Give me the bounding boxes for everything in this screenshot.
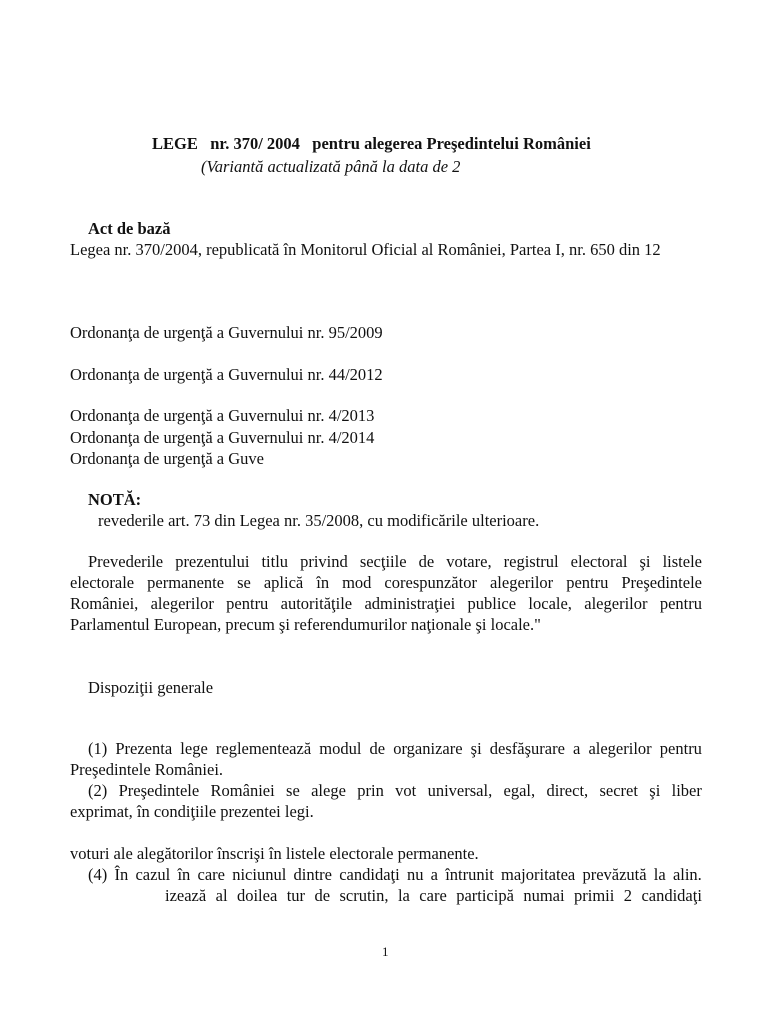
article-line: [165, 886, 702, 906]
word: prezentului: [175, 552, 250, 571]
word: titlu: [261, 552, 289, 571]
word: secret: [599, 781, 638, 800]
word: direct,: [546, 781, 589, 800]
word: lege: [180, 739, 208, 758]
word: şi: [649, 781, 661, 800]
word: corespunzător: [384, 573, 477, 592]
base-act-heading: Act de bază: [88, 219, 171, 238]
word: prin: [357, 781, 384, 800]
paragraph-line: [70, 573, 702, 593]
word: cazul: [135, 865, 171, 884]
word: României: [210, 781, 275, 800]
paragraph-line: Parlamentul European, precum şi referendumurilor naţionale şi locale.": [70, 615, 541, 634]
word: alegerilor: [588, 739, 652, 758]
paragraph-line: [70, 594, 702, 614]
word: privind: [300, 552, 348, 571]
word: Prevederile: [88, 552, 164, 571]
word: egal,: [503, 781, 536, 800]
word: mod: [342, 573, 372, 592]
word: care: [197, 865, 225, 884]
base-act-text: Legea nr. 370/2004, republicată în Monitorul Oficial al României, Partea I, nr. 650 din 12: [70, 240, 661, 259]
word: secţiile: [359, 552, 407, 571]
word: administraţiei: [364, 594, 456, 613]
section-heading: Dispoziţii generale: [88, 678, 214, 697]
word: niciunul: [232, 865, 287, 884]
word: Prezenta: [115, 739, 173, 758]
word: şi: [639, 552, 651, 571]
word: locale,: [528, 594, 572, 613]
word: publice: [467, 594, 517, 613]
word: la: [397, 886, 410, 905]
word: alegerilor: [489, 573, 554, 592]
word: registrul: [503, 552, 559, 571]
word: electorale: [70, 573, 135, 592]
word: majoritatea: [501, 865, 576, 884]
word: care: [419, 886, 447, 905]
word: 2: [623, 886, 633, 905]
word: a: [430, 865, 438, 884]
word: permanente: [147, 573, 225, 592]
word: numai: [523, 886, 565, 905]
word: electoral: [570, 552, 628, 571]
word: şi: [470, 739, 482, 758]
word: pentru: [659, 739, 702, 758]
word: pentru: [226, 594, 269, 613]
document-subtitle: (Variantă actualizată până la data de 2: [201, 157, 461, 176]
word: dintre: [293, 865, 333, 884]
word: de: [369, 739, 386, 758]
word: candidaţi: [641, 886, 702, 905]
word: pentru: [659, 594, 702, 613]
word: (2): [88, 781, 108, 800]
word: a: [573, 739, 581, 758]
word: se: [237, 573, 251, 592]
word: izează: [165, 886, 207, 905]
word: În: [114, 865, 129, 884]
article-line: [88, 865, 702, 885]
word: alin.: [672, 865, 702, 884]
word: de: [418, 552, 435, 571]
word: alegerilor: [150, 594, 214, 613]
word: alege: [311, 781, 346, 800]
word: primii: [574, 886, 615, 905]
word: universal,: [427, 781, 493, 800]
word: doilea: [236, 886, 278, 905]
word: liber: [671, 781, 702, 800]
article-line: voturi ale alegătorilor înscrişi în listele electorale permanente.: [70, 844, 479, 863]
word: pentru: [566, 573, 609, 592]
word: desfăşurare: [489, 739, 565, 758]
word: modul: [319, 739, 362, 758]
word: Preşedintele: [621, 573, 702, 592]
word: alegerilor: [584, 594, 648, 613]
note-text: revederile art. 73 din Legea nr. 35/2008, cu modificările ulterioare.: [98, 511, 540, 530]
word: Preşedintele: [118, 781, 200, 800]
document-title: LEGE nr. 370/ 2004 pentru alegerea Preşedintelui României: [152, 134, 591, 153]
article-line: [88, 781, 702, 801]
article-line: Preşedintele României.: [70, 760, 224, 779]
paragraph-line: [88, 552, 702, 572]
word: reglementează: [215, 739, 312, 758]
word: scrutin,: [339, 886, 389, 905]
word: la: [653, 865, 666, 884]
ordinance-line: Ordonanţa de urgenţă a Guvernului nr. 4/2014: [70, 428, 375, 447]
word: de: [314, 886, 331, 905]
ordinance-line: Ordonanţa de urgenţă a Guve: [70, 449, 264, 468]
word: întrunit: [445, 865, 494, 884]
word: tur: [286, 886, 306, 905]
word: în: [177, 865, 191, 884]
word: al: [215, 886, 228, 905]
word: în: [316, 573, 330, 592]
word: organizare: [393, 739, 463, 758]
ordinance-line: Ordonanţa de urgenţă a Guvernului nr. 4/2013: [70, 406, 375, 425]
word: (1): [88, 739, 108, 758]
note-heading: NOTĂ:: [88, 490, 142, 509]
article-line: exprimat, în condiţiile prezentei legi.: [70, 802, 314, 821]
word: se: [286, 781, 300, 800]
word: participă: [456, 886, 514, 905]
word: vot: [395, 781, 417, 800]
article-line: [88, 739, 702, 759]
word: (4): [88, 865, 108, 884]
word: votare,: [446, 552, 492, 571]
word: României,: [70, 594, 139, 613]
ordinance-line: Ordonanţa de urgenţă a Guvernului nr. 95/2009: [70, 323, 383, 342]
ordinance-line: Ordonanţa de urgenţă a Guvernului nr. 44/2012: [70, 365, 383, 384]
word: aplică: [263, 573, 304, 592]
word: candidaţi: [339, 865, 400, 884]
word: prevăzută: [582, 865, 647, 884]
page-number: 1: [382, 944, 389, 959]
word: nu: [406, 865, 424, 884]
word: listele: [662, 552, 702, 571]
word: autorităţile: [280, 594, 353, 613]
